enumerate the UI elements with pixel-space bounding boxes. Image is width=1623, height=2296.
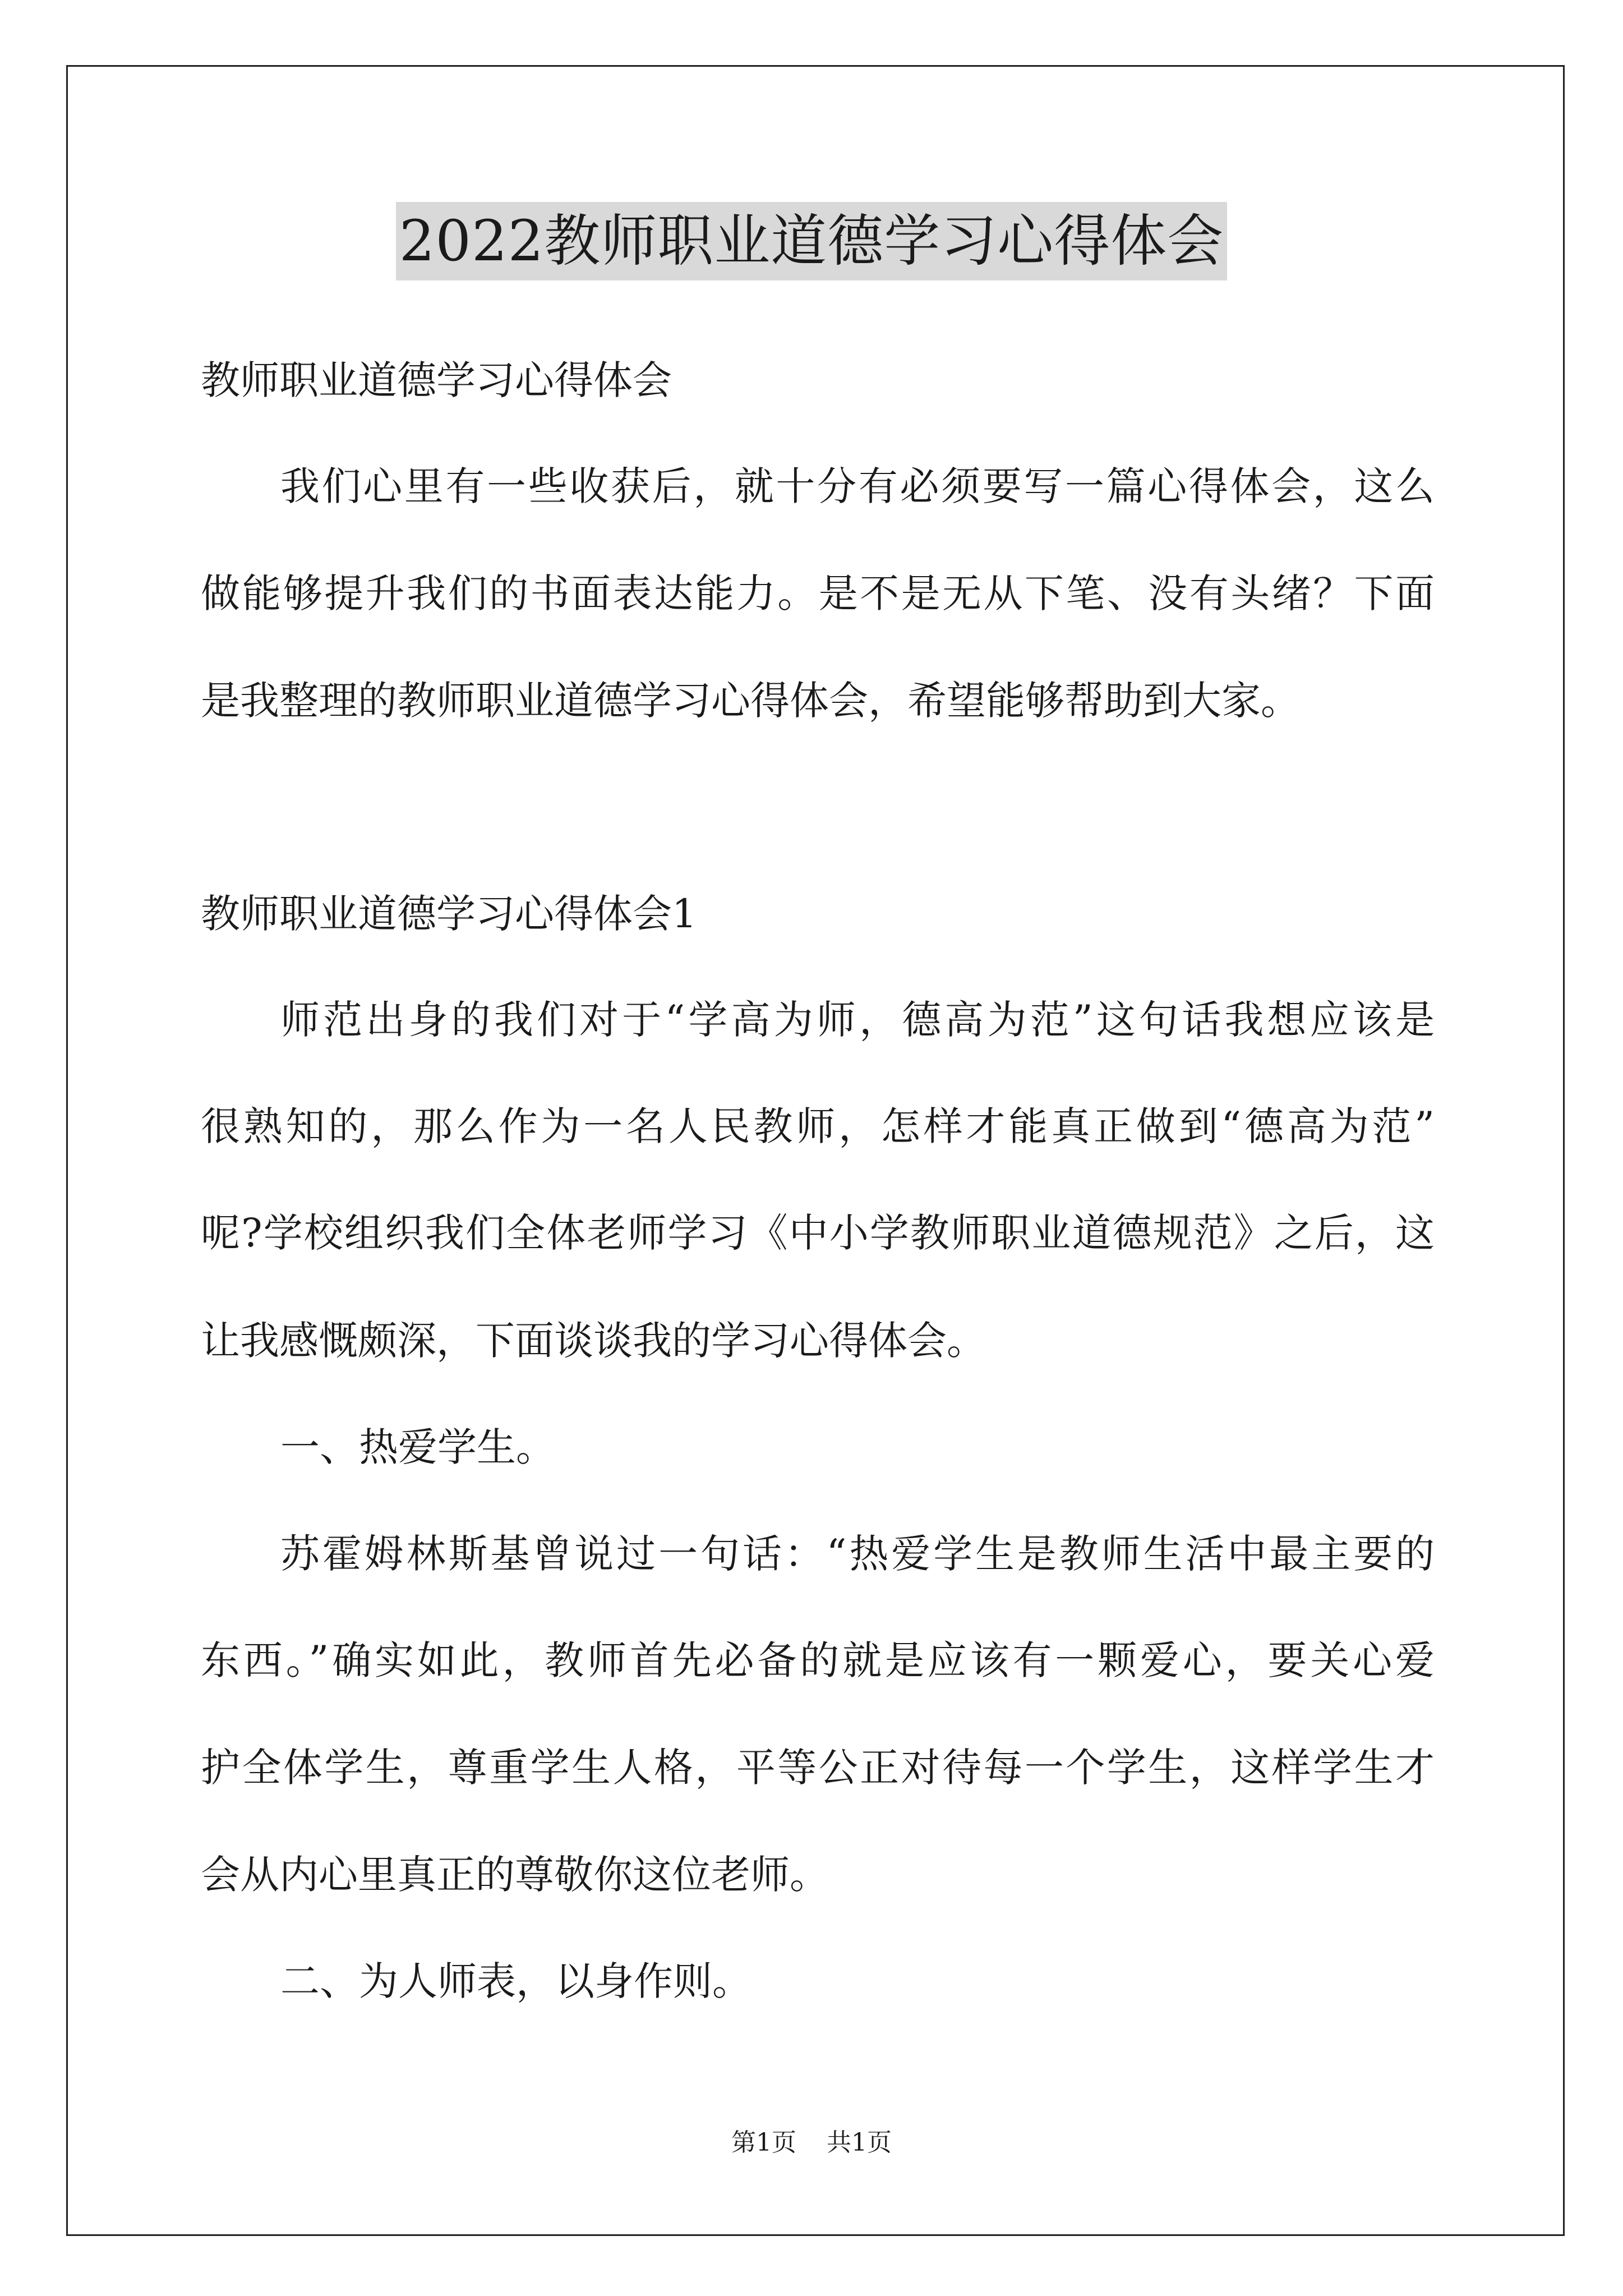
paragraph-line: 会从内心里真正的尊敬你这位老师。 bbox=[201, 1852, 829, 1898]
paragraph-line: 很熟知的，那么作为一名人民教师，怎样才能真正做到“德高为范” bbox=[201, 1103, 1435, 1149]
paragraph-line: 护全体学生，尊重学生人格，平等公正对待每一个学生，这样学生才 bbox=[201, 1745, 1435, 1791]
paragraph-line: 呢?学校组织我们全体老师学习《中小学教师职业道德规范》之后，这 bbox=[201, 1210, 1435, 1256]
subtitle-line: 教师职业道德学习心得体会 bbox=[201, 357, 672, 403]
page-number-total: 共1页 bbox=[827, 2128, 892, 2157]
list-item-heading: 二、为人师表，以身作则。 bbox=[280, 1958, 751, 2004]
paragraph-line: 苏霍姆林斯基曾说过一句话：“热爱学生是教师生活中最主要的 bbox=[280, 1531, 1435, 1577]
document-title: 2022教师职业道德学习心得体会 bbox=[396, 202, 1228, 280]
page-footer bbox=[0, 2126, 1623, 2160]
paragraph-line: 我们心里有一些收获后，就十分有必须要写一篇心得体会，这么 bbox=[280, 463, 1435, 509]
paragraph-line: 做能够提升我们的书面表达能力。是不是无从下笔、没有头绪？下面 bbox=[201, 570, 1435, 616]
paragraph-line: 东西。”确实如此，教师首先必备的就是应该有一颗爱心，要关心爱 bbox=[201, 1637, 1435, 1683]
section-heading: 教师职业道德学习心得体会1 bbox=[201, 891, 697, 937]
paragraph-line: 是我整理的教师职业道德学习心得体会，希望能够帮助到大家。 bbox=[201, 678, 1300, 724]
list-item-heading: 一、热爱学生。 bbox=[280, 1424, 555, 1470]
title-container bbox=[0, 202, 1623, 280]
paragraph-line: 师范出身的我们对于“学高为师，德高为范”这句话我想应该是 bbox=[280, 997, 1435, 1043]
paragraph-line: 让我感慨颇深，下面谈谈我的学习心得体会。 bbox=[201, 1318, 986, 1364]
page-number-current: 第1页 bbox=[731, 2128, 796, 2157]
